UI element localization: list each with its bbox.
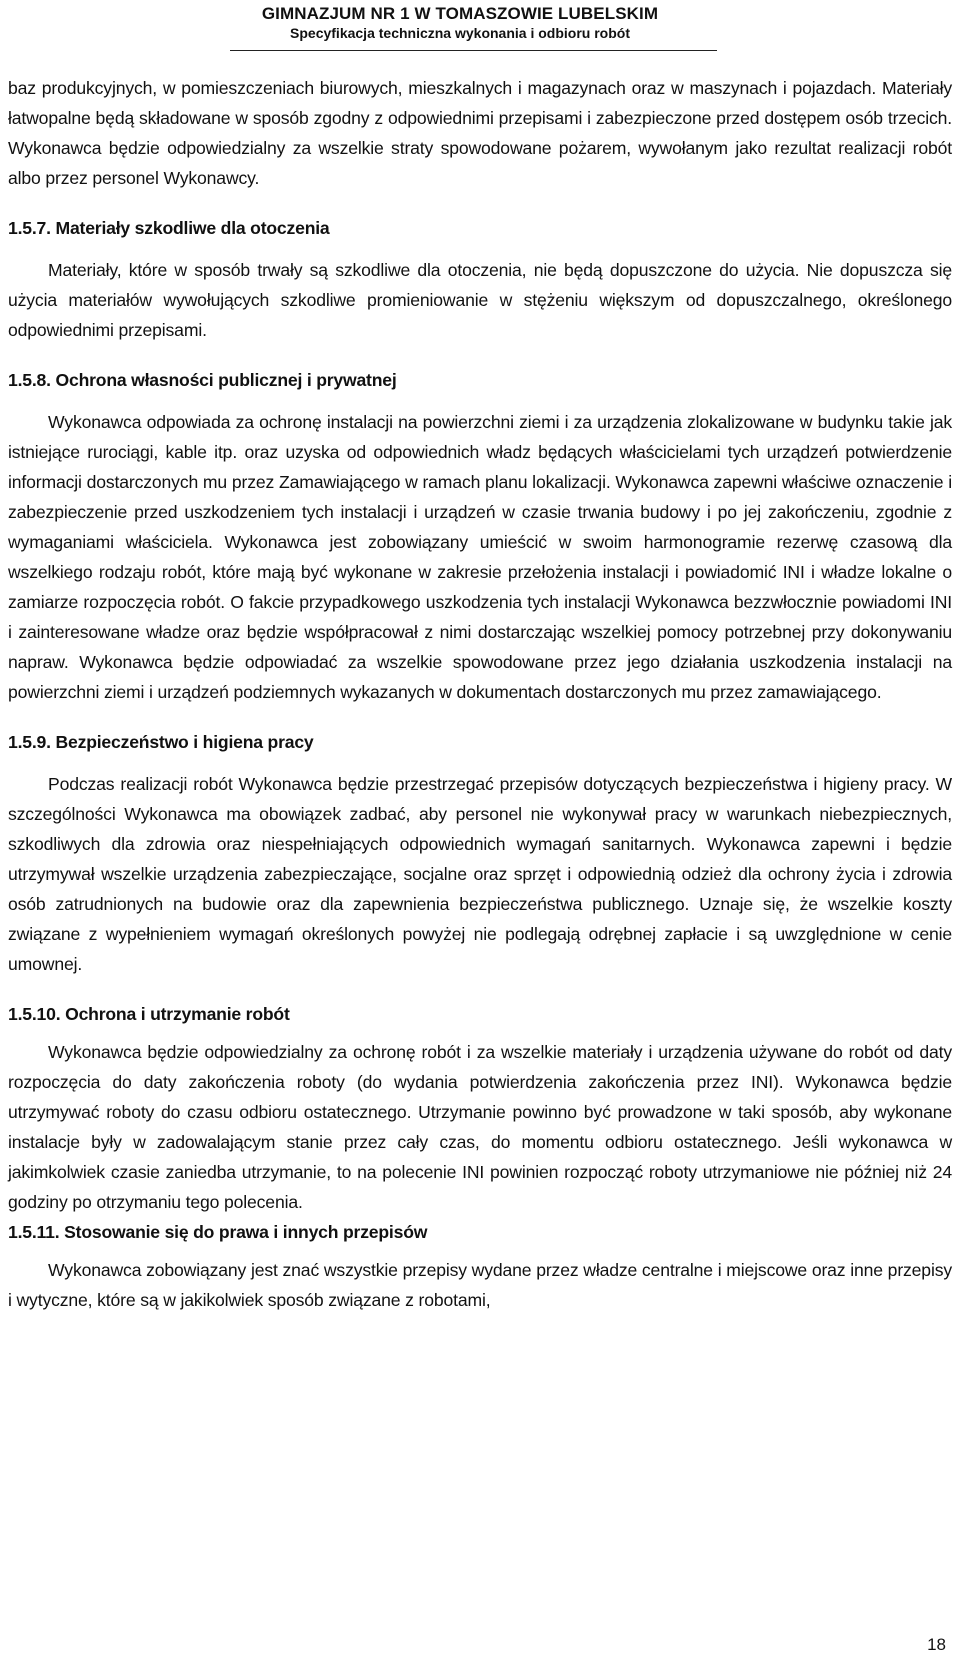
document-body [8, 73, 952, 1315]
section-heading-1-5-11: 1.5.11. Stosowanie się do prawa i innych przepisów [8, 1222, 428, 1242]
document-subtitle: Specyfikacja techniczna wykonania i odbioru robót [290, 25, 630, 41]
section-text-1-5-10: Wykonawca będzie odpowiedzialny za ochronę robót i za wszelkie materiały i urządzenia używane do robót od daty rozpoczęcia do daty zakończenia roboty (do wydania potwierdzenia zakończenia przez INI). Wykonawca będzie utrzymywać roboty do czasu odbioru ostatecznego. Utrzymanie powinno być prowadzone w taki sposób, aby wykonane instalacje były w zadowalającym stanie przez cały czas, do momentu odbioru ostatecznego. Jeśli wykonawca w jakimkolwiek czasie zaniedba utrzymanie, to na polecenie INI powinien rozpocząć roboty utrzymaniowe nie później niż 24 godziny po otrzymaniu tego polecenia. [8, 1042, 952, 1212]
section-heading-1-5-9: 1.5.9. Bezpieczeństwo i higiena pracy [8, 732, 314, 752]
header-divider [230, 50, 717, 51]
section-heading-1-5-10: 1.5.10. Ochrona i utrzymanie robót [8, 1004, 290, 1024]
school-name: GIMNAZJUM NR 1 W TOMASZOWIE LUBELSKIM [261, 4, 659, 23]
intro-paragraph: baz produkcyjnych, w pomieszczeniach biurowych, mieszkalnych i magazynach oraz w maszynach i pojazdach. Materiały łatwopalne będą składowane w sposób zgodny z odpowiednimi przepisami i zabezpieczone przed dostępem osób trzecich. Wykonawca będzie odpowiedzialny za wszelkie straty spowodowane pożarem, wywołanym jako rezultat realizacji robót albo przez personel Wykonawcy. [8, 78, 952, 188]
section-text-1-5-11: Wykonawca zobowiązany jest znać wszystkie przepisy wydane przez władze centralne i miejscowe oraz inne przepisy i wytyczne, które są w jakikolwiek sposób związane z robotami, [8, 1260, 952, 1310]
section-text-1-5-8: Wykonawca odpowiada za ochronę instalacji na powierzchni ziemi i za urządzenia zlokalizowane w budynku takie jak istniejące rurociągi, kable itp. oraz uzyska od odpowiednich władz będących właścicielami tych urządzeń potwierdzenie informacji dostarczonych mu przez Zamawiającego w ramach planu lokalizacji. Wykonawca zapewni właściwe oznaczenie i zabezpieczenie przed uszkodzeniem tych instalacji i urządzeń w czasie trwania budowy i po jej zakończeniu, zgodnie z wymaganiami właściciela. Wykonawca jest zobowiązany umieścić w swoim harmonogramie rezerwę czasową dla wszelkiego rodzaju robót, które mają być wykonane w zakresie przełożenia instalacji i powiadomić INI i władze lokalne o zamiarze rozpoczęcia robót. O fakcie przypadkowego uszkodzenia tych instalacji Wykonawca bezzwłocznie powiadomi INI i zainteresowane władze oraz będzie współpracował z nimi dostarczając wszelkiej pomocy potrzebnej przy dokonywaniu napraw. Wykonawca będzie odpowiadać za wszelkie spowodowane przez jego działania uszkodzenia instalacji na powierzchni ziemi i urządzeń podziemnych wykazanych w dokumentach dostarczonych mu przez zamawiającego. [8, 412, 952, 702]
section-heading-1-5-7: 1.5.7. Materiały szkodliwe dla otoczenia [8, 218, 330, 238]
section-text-1-5-9: Podczas realizacji robót Wykonawca będzie przestrzegać przepisów dotyczących bezpieczeństwa i higieny pracy. W szczególności Wykonawca ma obowiązek zadbać, aby personel nie wykonywał pracy w warunkach niebezpiecznych, szkodliwych dla zdrowia oraz niespełniających odpowiednich wymagań sanitarnych. Wykonawca zapewni i będzie utrzymywał wszelkie urządzenia zabezpieczające, socjalne oraz sprzęt i odpowiednią odzież dla ochrony życia i zdrowia osób zatrudnionych na budowie oraz dla zapewnienia bezpieczeństwa publicznego. Uznaje się, że wszelkie koszty związane z wypełnieniem wymagań określonych powyżej nie podlegają odrębnej zapłacie i są uwzględnione w cenie umownej. [8, 774, 952, 974]
section-heading-1-5-8: 1.5.8. Ochrona własności publicznej i prywatnej [8, 370, 397, 390]
page-number: 18 [927, 1635, 946, 1654]
section-text-1-5-7: Materiały, które w sposób trwały są szkodliwe dla otoczenia, nie będą dopuszczone do użycia. Nie dopuszcza się użycia materiałów wywołujących szkodliwe promieniowanie w stężeniu większym od dopuszczalnego, określonego odpowiednimi przepisami. [8, 260, 952, 340]
